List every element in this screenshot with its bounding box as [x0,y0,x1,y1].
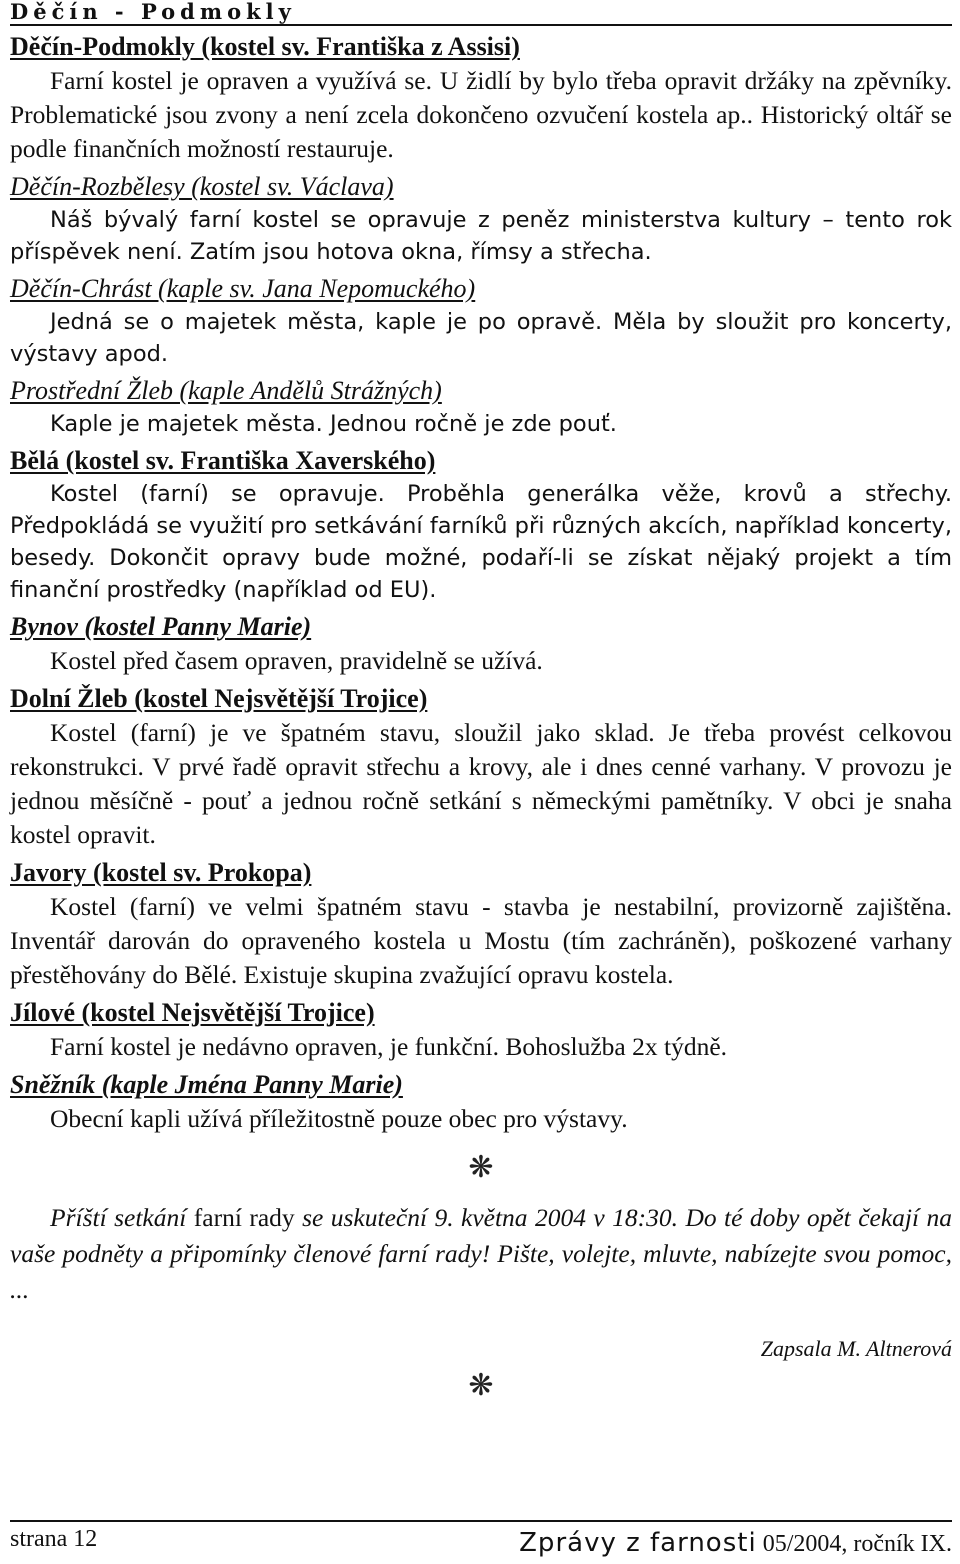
section-text: Farní kostel je opraven a využívá se. U židlí by bylo třeba opravit držáky na zpěvníky. Problematické jsou zvony a není zcela dokončeno ozvučení kostela ap.. Historický oltář se podle finančních možností restauruje. [10,66,952,163]
section-heading: Děčín-Rozbělesy (kostel sv. Václava) [10,172,394,201]
section-text: Kostel (farní) ve velmi špatném stavu - stavba je nestabilní, provizorně zajištěna. Inventář darován do opraveného kostela u Mostu (tím zachráněn), poškozené varhany přestěhovány do Bělé. Existuje skupina zvažující opravu kostela. [10,892,952,989]
section-heading: Děčín-Chrást (kaple sv. Jana Nepomuckého) [10,274,476,303]
publication-title: Zprávy z farnosti [519,1528,757,1558]
separator-ornament-icon: ❋ [468,1368,494,1402]
meeting-notice [10,1200,952,1308]
signature: Zapsala M. Altnerová [760,1335,952,1361]
section-5 [10,444,952,606]
section-heading: Děčín-Podmokly (kostel sv. Františka z Assisi) [10,32,520,61]
section-heading: Jílové (kostel Nejsvětější Trojice) [10,998,375,1027]
section-heading: Javory (kostel sv. Prokopa) [10,858,312,887]
section-text: Farní kostel je nedávno opraven, je funkční. Bohoslužba 2x týdně. [50,1032,728,1061]
publication-info [519,1528,952,1558]
separator-ornament-icon: ❋ [468,1151,494,1184]
page-footer [10,1520,952,1562]
section-heading: Bynov (kostel Panny Marie) [10,612,312,641]
page [10,0,952,1404]
section-text: Kostel (farní) je ve špatném stavu, sloužil jako sklad. Je třeba provést celkovou rekonstrukci. V prvé řadě opravit střechu a krovy, ale i dnes cenné varhany. V provozu je jednou měsíčně - pouť a jednou ročně setkání s německými pamětníky. V obci je snaha kostel opravit. [10,718,952,849]
page-number: strana 12 [10,1526,98,1552]
section-heading: Dolní Žleb (kostel Nejsvětější Trojice) [10,684,428,713]
section-text: Kaple je majetek města. Jednou ročně je zde pouť. [50,411,617,437]
section-text: Kostel (farní) se opravuje. Proběhla generálka věže, krovů a střechy. Předpokládá se využití pro setkávání farníků při různých akcích, například koncerty, besedy. Dokončit opravy bude možné, podaří-li se získat nějaký projekt a tím finanční prostředky (například od EU). [10,481,952,603]
section-text: Kostel před časem opraven, pravidelně se užívá. [50,646,543,675]
section-3 [10,272,952,370]
notice-part-3: se uskuteční 9. května 2004 v 18:30. Do té doby opět čekají na vaše podněty a připomínky členové farní rady! Pište, volejte, mluvte, nabízejte svou pomoc, ... [10,1203,952,1304]
section-10 [10,1068,952,1136]
section-9 [10,996,952,1064]
section-8 [10,856,952,992]
section-2 [10,170,952,268]
section-heading: Sněžník (kaple Jména Panny Marie) [10,1070,403,1099]
section-text: Náš bývalý farní kostel se opravuje z peněz ministerstva kultury – tento rok příspěvek není. Zatím jsou hotova okna, římsy a střecha. [10,207,952,265]
section-heading: Bělá (kostel sv. Františka Xaverského) [10,446,436,475]
notice-part-1: Příští setkání [50,1203,187,1232]
section-7 [10,682,952,852]
section-1 [10,30,952,166]
running-header: Děčín - Podmokly [10,0,952,26]
section-6 [10,610,952,678]
section-4 [10,374,952,440]
section-heading: Prostřední Žleb (kaple Andělů Strážných) [10,376,442,405]
section-text: Jedná se o majetek města, kaple je po opravě. Měla by sloužit pro koncerty, výstavy apod. [10,309,952,367]
notice-part-2: farní rady [186,1203,303,1232]
section-text: Obecní kapli užívá příležitostně pouze obec pro výstavy. [50,1104,628,1133]
issue-info: 05/2004, ročník IX. [756,1531,952,1557]
